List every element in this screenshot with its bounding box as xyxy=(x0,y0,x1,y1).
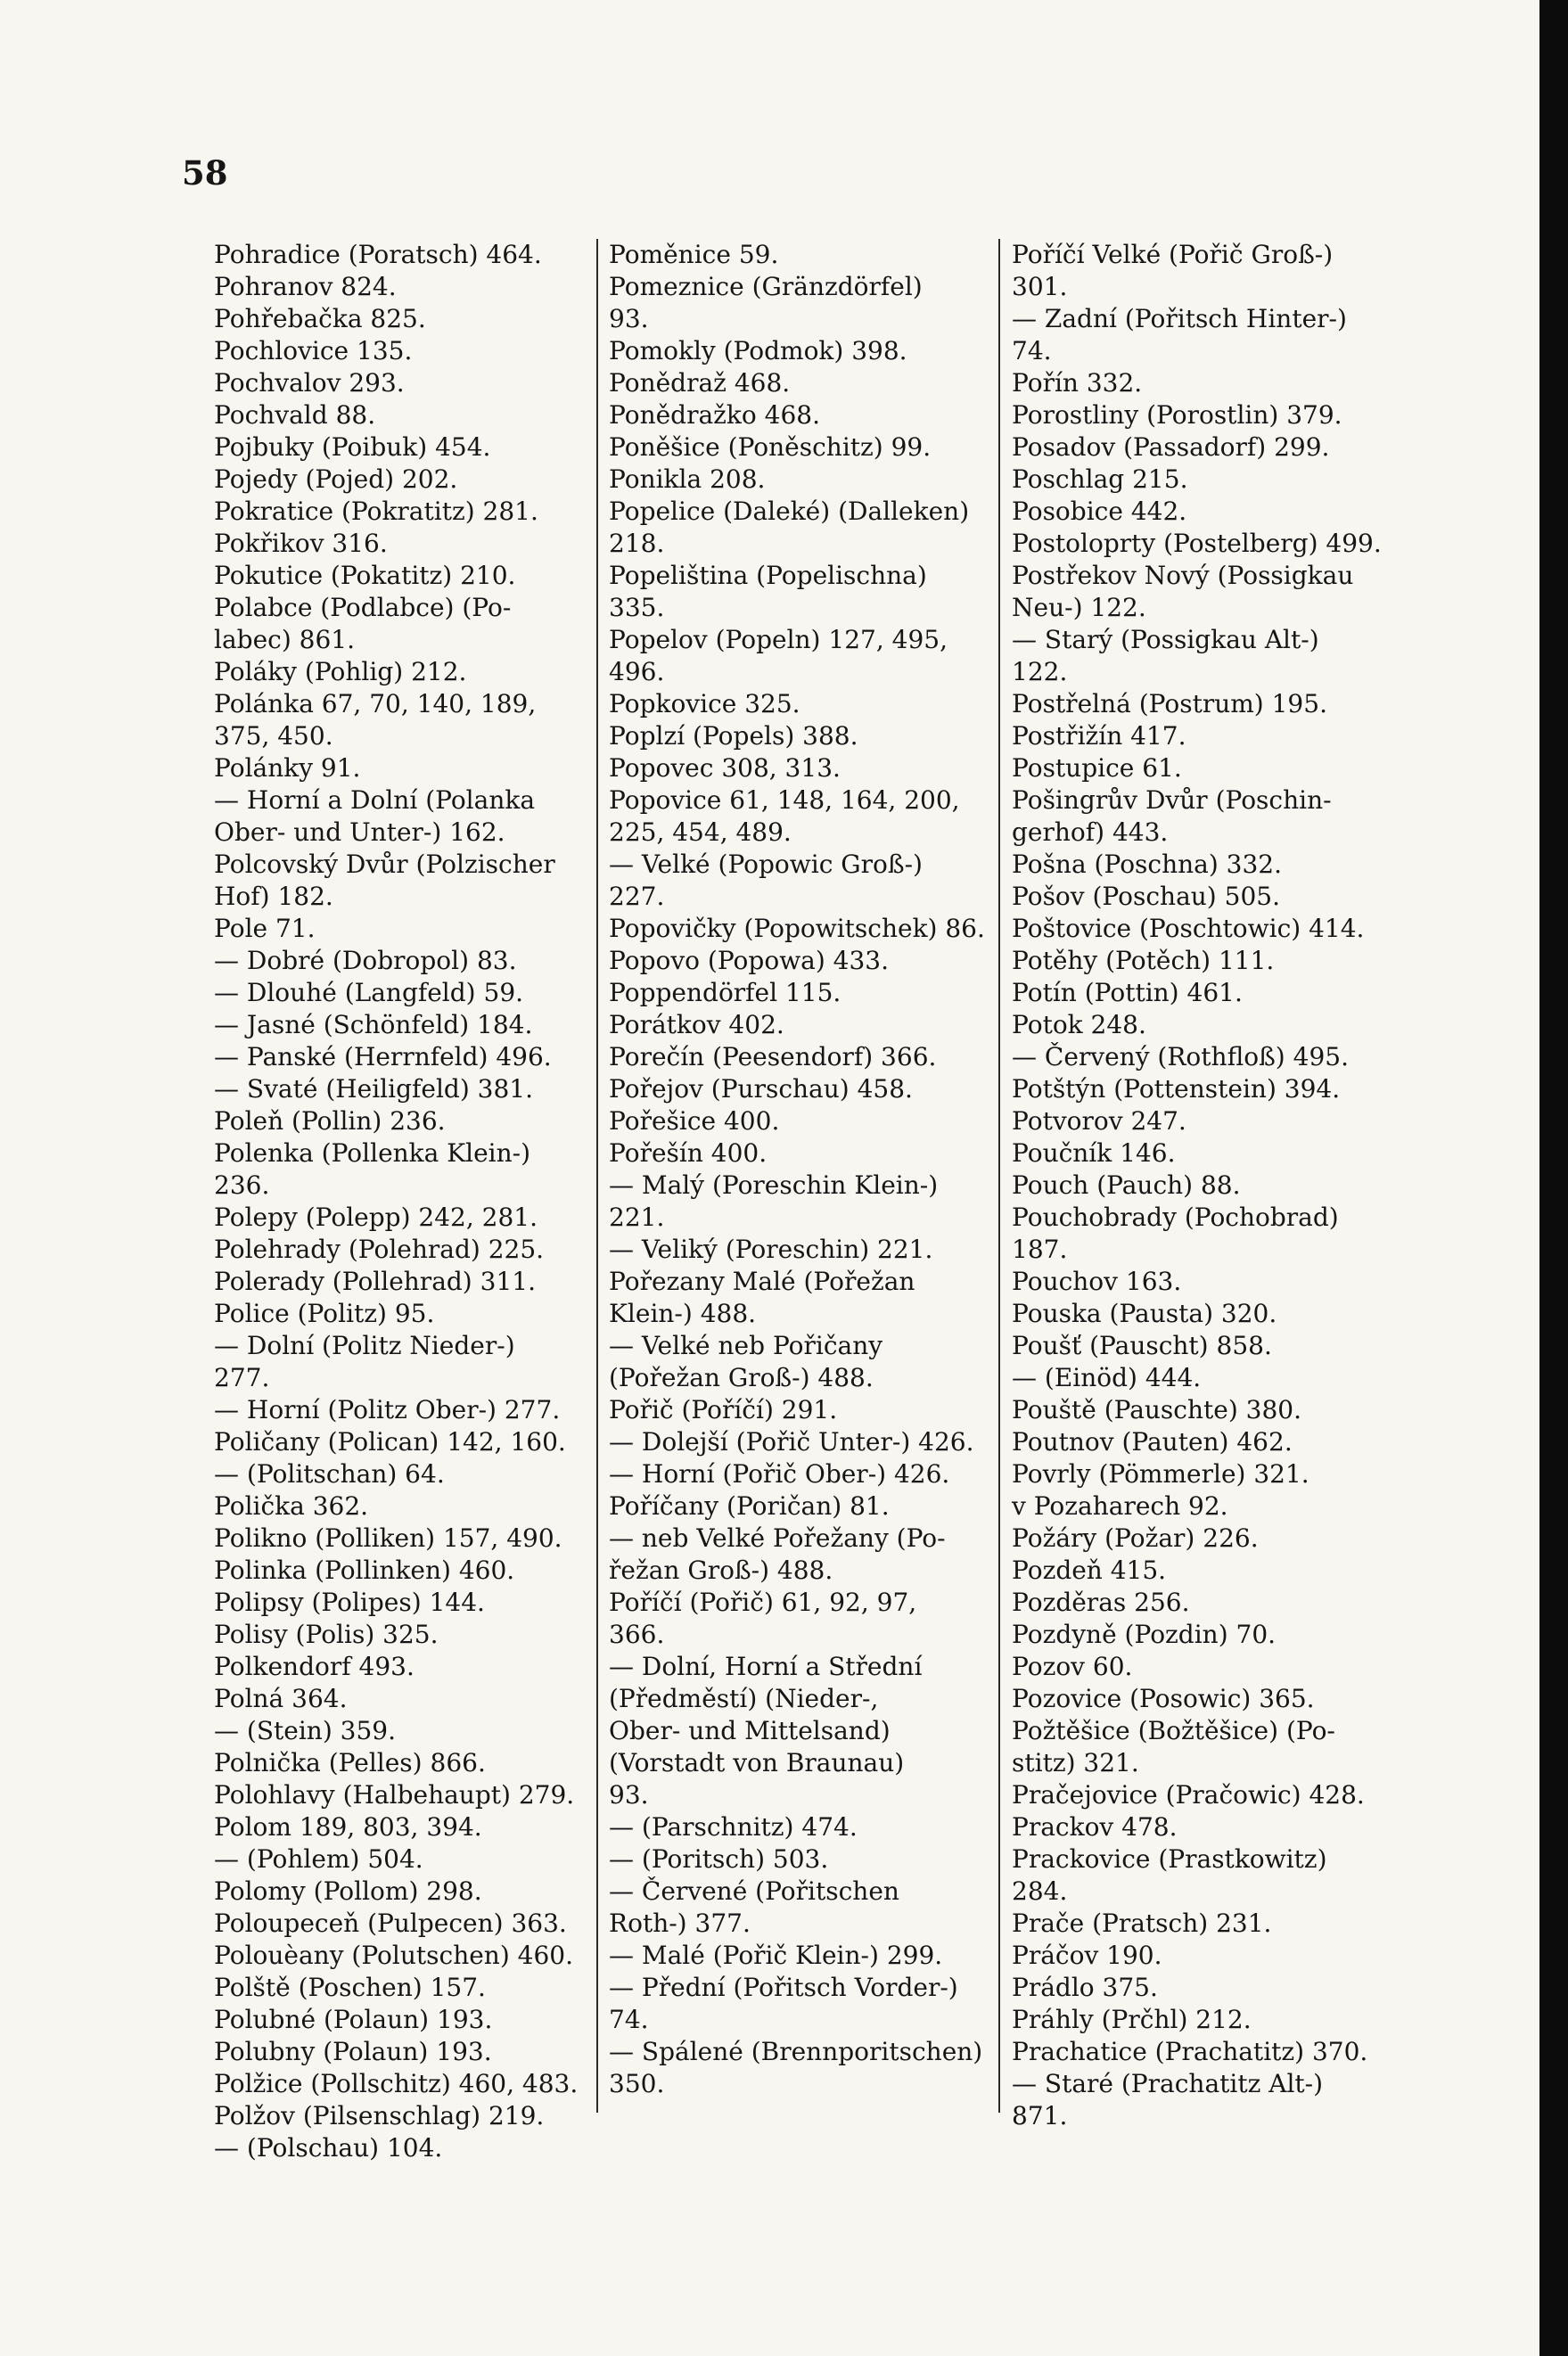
index-entry: Práčov 190. xyxy=(1012,1941,1162,1970)
index-entry: Pořič (Poříčí) 291. xyxy=(609,1395,838,1424)
index-entry: Porečín (Peesendorf) 366. xyxy=(609,1042,937,1071)
index-entry: Postoloprty (Postelberg) 499. xyxy=(1012,529,1382,558)
index-entry: Poschlag 215. xyxy=(1012,464,1188,494)
index-entry: Ponědražko 468. xyxy=(609,400,820,430)
index-entry: Polnička (Pelles) 866. xyxy=(214,1748,486,1777)
index-entry: — Dolní (Politz Nieder-) xyxy=(214,1331,515,1360)
index-entry: 93. xyxy=(609,1780,649,1810)
index-entry: Poličany (Polican) 142, 160. xyxy=(214,1427,566,1457)
index-entry: Prachatice (Prachatitz) 370. xyxy=(1012,2037,1368,2066)
index-entry: — Velké neb Pořičany xyxy=(609,1331,883,1360)
index-entry: Pojedy (Pojed) 202. xyxy=(214,464,458,494)
index-entry: Polohlavy (Halbehaupt) 279. xyxy=(214,1780,575,1810)
index-entry: — neb Velké Pořežany (Po- xyxy=(609,1523,946,1553)
index-entry: Polžov (Pilsenschlag) 219. xyxy=(214,2101,545,2130)
index-entry: Pračejovice (Pračowic) 428. xyxy=(1012,1780,1365,1810)
index-entry: Potok 248. xyxy=(1012,1010,1146,1039)
index-entry: Ponědraž 468. xyxy=(609,368,791,398)
index-entry: 221. xyxy=(609,1203,665,1232)
index-entry: Poučník 146. xyxy=(1012,1138,1176,1168)
index-entry: — Dobré (Dobropol) 83. xyxy=(214,946,517,975)
index-entry: v Pozaharech 92. xyxy=(1012,1491,1228,1521)
index-entry: Prackovice (Prastkowitz) 284. xyxy=(1012,1844,1327,1906)
index-entry: Polánka 67, 70, 140, 189, xyxy=(214,689,537,718)
index-entry: Polná 364. xyxy=(214,1684,348,1713)
index-entry: Pole 71. xyxy=(214,914,316,943)
index-entry: Ober- und Mittelsand) xyxy=(609,1716,891,1745)
index-entry: — Spálené (Brennporitschen) xyxy=(609,2037,983,2066)
column-divider-2 xyxy=(998,239,1000,2113)
index-entry: Polom 189, 803, 394. xyxy=(214,1812,482,1842)
index-entry: Posobice 442. xyxy=(1012,497,1187,526)
index-entry: Postupice 61. xyxy=(1012,753,1182,783)
index-entry: Poutnov (Pauten) 462. xyxy=(1012,1427,1293,1457)
index-entry: stitz) 321. xyxy=(1012,1748,1139,1777)
index-entry: — Dolní, Horní a Střední xyxy=(609,1652,923,1681)
index-entry: Pomeznice (Gränzdörfel) xyxy=(609,272,923,301)
index-entry: — (Pohlem) 504. xyxy=(214,1844,423,1874)
index-entry: 74. xyxy=(1012,336,1052,365)
index-entry: Poleň (Pollin) 236. xyxy=(214,1106,446,1136)
index-entry: Pochlovice 135. xyxy=(214,336,413,365)
index-entry: 218. xyxy=(609,529,665,558)
index-entry: Popovo (Popowa) 433. xyxy=(609,946,890,975)
index-entry: — Dlouhé (Langfeld) 59. xyxy=(214,978,524,1007)
index-entry: Porostliny (Porostlin) 379. xyxy=(1012,400,1342,430)
index-entry: Pohranov 824. xyxy=(214,272,397,301)
index-entry: Polehrady (Polehrad) 225. xyxy=(214,1235,545,1264)
index-entry: 122. xyxy=(1012,657,1068,686)
index-entry: Potvorov 247. xyxy=(1012,1106,1186,1136)
index-entry: Postřekov Nový (Possigkau xyxy=(1012,561,1354,590)
index-entry: (Pořežan Groß-) 488. xyxy=(609,1363,874,1392)
index-entry: — Jasné (Schönfeld) 184. xyxy=(214,1010,533,1039)
index-entry: Postřižín 417. xyxy=(1012,721,1186,751)
index-entry: Prače (Pratsch) 231. xyxy=(1012,1909,1272,1938)
index-entry: — (Politschan) 64. xyxy=(214,1459,445,1489)
index-entry: Pořejov (Purschau) 458. xyxy=(609,1074,913,1104)
index-entry: Pošna (Poschna) 332. xyxy=(1012,850,1283,879)
index-entry: Pokutice (Pokatitz) 210. xyxy=(214,561,516,590)
index-entry: Klein-) 488. xyxy=(609,1299,757,1328)
index-entry: — (Stein) 359. xyxy=(214,1716,396,1745)
index-entry: Ober- und Unter-) 162. xyxy=(214,817,505,847)
index-entry: Pouska (Pausta) 320. xyxy=(1012,1299,1277,1328)
index-entry: Police (Politz) 95. xyxy=(214,1299,435,1328)
index-entry: — Dolejší (Pořič Unter-) 426. xyxy=(609,1427,974,1457)
index-entry: Porátkov 402. xyxy=(609,1010,784,1039)
index-entry: Pomokly (Podmok) 398. xyxy=(609,336,907,365)
index-entry: — Starý (Possigkau Alt-) xyxy=(1012,625,1319,654)
index-entry: 350. xyxy=(609,2069,665,2098)
index-entry: Pošingrův Dvůr (Poschin- xyxy=(1012,785,1332,815)
index-entry: Poušť (Pauscht) 858. xyxy=(1012,1331,1272,1360)
index-entry: Posadov (Passadorf) 299. xyxy=(1012,432,1330,462)
index-entry: Polerady (Pollehrad) 311. xyxy=(214,1267,536,1296)
index-column-3 xyxy=(1012,239,1386,2132)
index-entry: Pouště (Pauschte) 380. xyxy=(1012,1395,1301,1424)
index-column-2 xyxy=(609,239,988,2100)
index-entry: Postřelná (Postrum) 195. xyxy=(1012,689,1327,718)
index-entry: Hof) 182. xyxy=(214,882,333,911)
index-entry: Prádlo 375. xyxy=(1012,1973,1158,2002)
index-entry: Poměnice 59. xyxy=(609,240,779,269)
index-entry: labec) 861. xyxy=(214,625,355,654)
index-entry: 871. xyxy=(1012,2101,1068,2130)
index-entry: Potín (Pottin) 461. xyxy=(1012,978,1243,1007)
page-number: 58 xyxy=(182,153,228,193)
index-entry: — Horní (Politz Ober-) 277. xyxy=(214,1395,561,1424)
index-entry: 227. xyxy=(609,882,665,911)
index-entry: Polipsy (Polipes) 144. xyxy=(214,1588,485,1617)
index-entry: — Svaté (Heiligfeld) 381. xyxy=(214,1074,533,1104)
index-entry: Poříčany (Poričan) 81. xyxy=(609,1491,890,1521)
index-entry: 366. xyxy=(609,1620,665,1649)
index-entry: Pozdeň 415. xyxy=(1012,1556,1167,1585)
index-entry: Polště (Poschen) 157. xyxy=(214,1973,486,2002)
index-entry: Popeliština (Popelischna) xyxy=(609,561,927,590)
index-entry: — Velké (Popowic Groß-) xyxy=(609,850,923,879)
index-entry: Pořešín 400. xyxy=(609,1138,768,1168)
index-entry: Polička 362. xyxy=(214,1491,369,1521)
index-entry: Pohřebačka 825. xyxy=(214,304,426,333)
index-entry: Polepy (Polepp) 242, 281. xyxy=(214,1203,538,1232)
index-entry: Pouchobrady (Pochobrad) xyxy=(1012,1203,1339,1232)
index-entry: — (Polschau) 104. xyxy=(214,2133,443,2163)
index-entry: Požtěšice (Božtěšice) (Po- xyxy=(1012,1716,1335,1745)
index-entry: Polžice (Pollschitz) 460, 483. xyxy=(214,2069,579,2098)
index-entry: 335. xyxy=(609,593,665,622)
index-entry: 187. xyxy=(1012,1235,1068,1264)
index-entry: Prackov 478. xyxy=(1012,1812,1178,1842)
index-entry: Požáry (Požar) 226. xyxy=(1012,1523,1259,1553)
index-entry: — Červené (Pořitschen xyxy=(609,1876,899,1906)
index-entry: — Zadní (Pořitsch Hinter-) xyxy=(1012,304,1347,333)
index-entry: Polomy (Pollom) 298. xyxy=(214,1876,482,1906)
index-entry: Roth-) 377. xyxy=(609,1909,751,1938)
index-entry: řežan Groß-) 488. xyxy=(609,1556,833,1585)
index-entry: Popovice 61, 148, 164, 200, xyxy=(609,785,960,815)
index-entry: — Malé (Pořič Klein-) 299. xyxy=(609,1941,943,1970)
index-entry: Poštovice (Poschtowic) 414. xyxy=(1012,914,1365,943)
index-entry: Pozděras 256. xyxy=(1012,1588,1190,1617)
index-entry: — Horní (Pořič Ober-) 426. xyxy=(609,1459,950,1489)
index-entry: — Horní a Dolní (Polanka xyxy=(214,785,536,815)
index-entry: Polcovský Dvůr (Polzischer xyxy=(214,850,555,879)
index-entry: Poláky (Pohlig) 212. xyxy=(214,657,467,686)
index-entry: Poloupeceň (Pulpecen) 363. xyxy=(214,1909,567,1938)
index-entry: Pouch (Pauch) 88. xyxy=(1012,1170,1241,1200)
index-entry: (Předměstí) (Nieder-, xyxy=(609,1684,879,1713)
index-entry: Neu-) 122. xyxy=(1012,593,1146,622)
index-entry: 375, 450. xyxy=(214,721,333,751)
index-entry: Pozovice (Posowic) 365. xyxy=(1012,1684,1315,1713)
index-entry: Pořín 332. xyxy=(1012,368,1143,398)
index-entry: gerhof) 443. xyxy=(1012,817,1169,847)
index-entry: Polenka (Pollenka Klein-) xyxy=(214,1138,531,1168)
index-entry: Polikno (Polliken) 157, 490. xyxy=(214,1523,562,1553)
index-entry: Pokratice (Pokratitz) 281. xyxy=(214,497,538,526)
index-entry: Polouèany (Polutschen) 460. xyxy=(214,1941,574,1970)
index-entry: 225, 454, 489. xyxy=(609,817,792,847)
index-entry: Pořezany Malé (Pořežan xyxy=(609,1267,915,1296)
index-entry: — Malý (Poreschin Klein-) xyxy=(609,1170,939,1200)
page-edge-border xyxy=(1539,0,1568,2356)
index-entry: 93. xyxy=(609,304,649,333)
index-entry: — Přední (Pořitsch Vorder-) xyxy=(609,1973,958,2002)
index-entry: Pozov 60. xyxy=(1012,1652,1133,1681)
index-entry: Poříčí (Pořič) 61, 92, 97, xyxy=(609,1588,917,1617)
index-entry: Polkendorf 493. xyxy=(214,1652,415,1681)
index-entry: Potěhy (Potěch) 111. xyxy=(1012,946,1275,975)
index-entry: Popkovice 325. xyxy=(609,689,800,718)
index-entry: 236. xyxy=(214,1170,270,1200)
index-entry: Pozdyně (Pozdin) 70. xyxy=(1012,1620,1277,1649)
index-entry: Polubné (Polaun) 193. xyxy=(214,2005,493,2034)
index-entry: Pojbuky (Poibuk) 454. xyxy=(214,432,491,462)
index-entry: Polinka (Pollinken) 460. xyxy=(214,1556,515,1585)
index-entry: Pořešice 400. xyxy=(609,1106,780,1136)
index-entry: 277. xyxy=(214,1363,270,1392)
index-entry: Povrly (Pömmerle) 321. xyxy=(1012,1459,1309,1489)
index-entry: Polánky 91. xyxy=(214,753,361,783)
index-entry: — (Poritsch) 503. xyxy=(609,1844,829,1874)
index-entry: — Červený (Rothfloß) 495. xyxy=(1012,1042,1349,1071)
index-entry: Pohradice (Poratsch) 464. xyxy=(214,240,542,269)
index-entry: Popelov (Popeln) 127, 495, xyxy=(609,625,948,654)
index-entry: Polubny (Polaun) 193. xyxy=(214,2037,492,2066)
index-entry: Pouchov 163. xyxy=(1012,1267,1182,1296)
index-entry: (Vorstadt von Braunau) xyxy=(609,1748,905,1777)
index-entry: Poněšice (Poněschitz) 99. xyxy=(609,432,932,462)
index-entry: Ponikla 208. xyxy=(609,464,766,494)
index-entry: Poplzí (Popels) 388. xyxy=(609,721,858,751)
index-entry: Pochvalov 293. xyxy=(214,368,405,398)
index-entry: Potštýn (Pottenstein) 394. xyxy=(1012,1074,1341,1104)
index-entry: Popovec 308, 313. xyxy=(609,753,841,783)
index-entry: — Panské (Herrnfeld) 496. xyxy=(214,1042,552,1071)
index-entry: — (Parschnitz) 474. xyxy=(609,1812,858,1842)
index-entry: Práhly (Prčhl) 212. xyxy=(1012,2005,1252,2034)
index-entry: — Veliký (Poreschin) 221. xyxy=(609,1235,933,1264)
index-column-1 xyxy=(214,239,588,2164)
index-entry: Poříčí Velké (Pořič Groß-) xyxy=(1012,240,1334,269)
index-entry: Polisy (Polis) 325. xyxy=(214,1620,439,1649)
index-entry: Poppendörfel 115. xyxy=(609,978,841,1007)
index-entry: Pochvald 88. xyxy=(214,400,376,430)
index-entry: 496. xyxy=(609,657,665,686)
index-entry: — Staré (Prachatitz Alt-) xyxy=(1012,2069,1324,2098)
index-entry: Polabce (Podlabce) (Po- xyxy=(214,593,512,622)
column-divider-1 xyxy=(596,239,598,2113)
index-entry: Pokřikov 316. xyxy=(214,529,388,558)
index-entry: Pošov (Poschau) 505. xyxy=(1012,882,1280,911)
index-entry: Popelice (Daleké) (Dalleken) xyxy=(609,497,970,526)
index-entry: 301. xyxy=(1012,272,1068,301)
index-entry: — (Einöd) 444. xyxy=(1012,1363,1202,1392)
index-entry: 74. xyxy=(609,2005,649,2034)
index-entry: Popovičky (Popowitschek) 86. xyxy=(609,914,985,943)
